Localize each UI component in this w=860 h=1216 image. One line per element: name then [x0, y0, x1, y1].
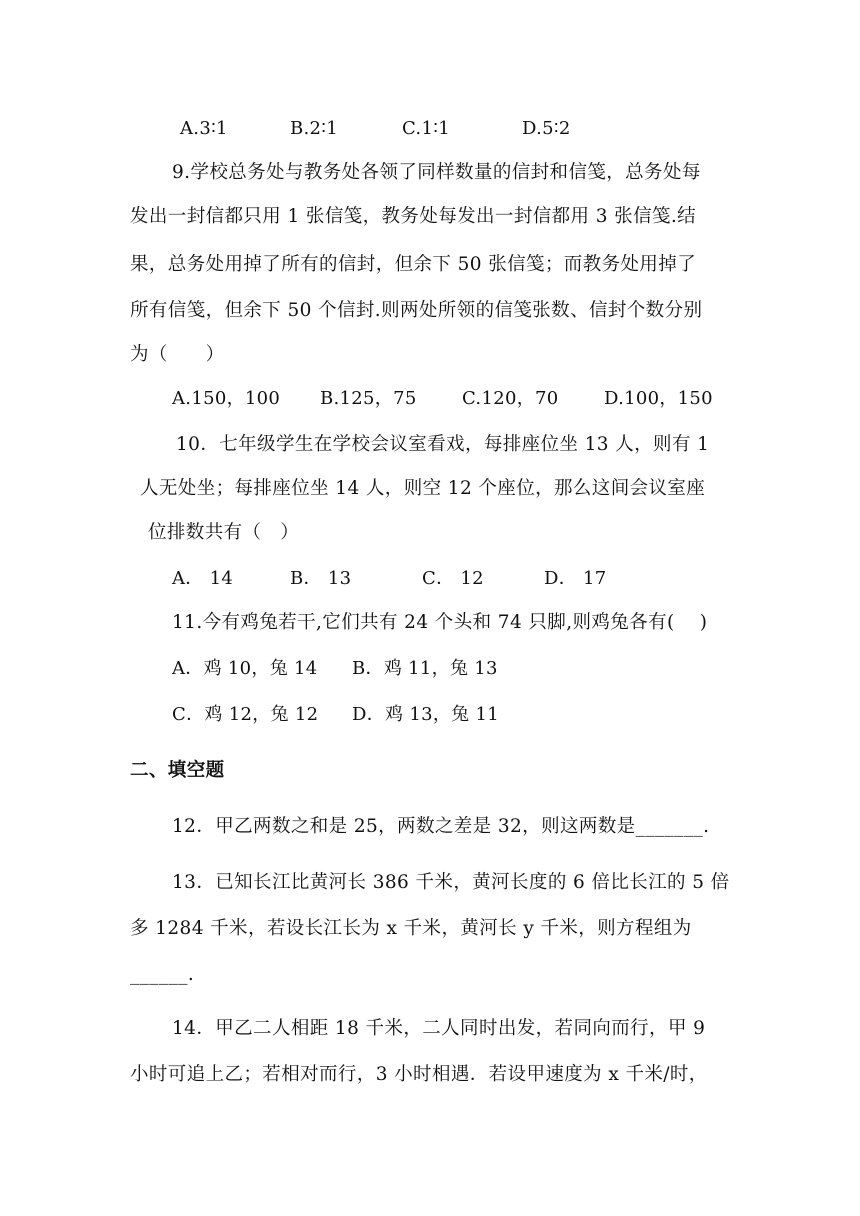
- q11-option-d: D．鸡 13，兔 11: [352, 704, 499, 725]
- q11-option-a: A．鸡 10，兔 14: [172, 658, 318, 679]
- q9-option-d: D.100，150: [604, 388, 713, 409]
- q10-option-c: C． 12: [422, 568, 484, 589]
- q8-option-c: C.1∶1: [402, 118, 450, 139]
- q10-option-b: B． 13: [290, 568, 352, 589]
- q8-option-b: B.2∶1: [290, 118, 339, 139]
- q11-option-b: B．鸡 11，兔 13: [352, 658, 498, 679]
- q14-line-1: 14．甲乙二人相距 18 千米，二人同时出发，若同向而行，甲 9: [172, 1018, 706, 1039]
- q13-line-2: 多 1284 千米，若设长江长为 x 千米，黄河长 y 千米，则方程组为: [130, 918, 692, 939]
- q11-line: 11.今有鸡兔若干,它们共有 24 个头和 74 只脚,则鸡兔各有( ): [172, 612, 708, 633]
- q14-line-2: 小时可追上乙；若相对而行，3 小时相遇．若设甲速度为 x 千米/时，: [130, 1064, 708, 1085]
- q11-option-c: C．鸡 12，兔 12: [172, 704, 319, 725]
- q9-option-b: B.125，75: [320, 388, 417, 409]
- q9-line-4: 所有信笺，但余下 50 个信封.则两处所领的信笺张数、信封个数分别: [130, 300, 703, 321]
- q9-line-2: 发出一封信都只用 1 张信笺，教务处每发出一封信都用 3 张信笺.结: [130, 206, 697, 227]
- q9-line-1: 9.学校总务处与教务处各领了同样数量的信封和信笺，总务处每: [172, 162, 701, 183]
- q10-option-a: A． 14: [172, 568, 234, 589]
- q9-line-3: 果，总务处用掉了所有的信封，但余下 50 张信笺；而教务处用掉了: [130, 254, 697, 275]
- q10-line-1: 10．七年级学生在学校会议室看戏，每排座位坐 13 人，则有 1: [176, 434, 710, 455]
- q8-option-d: D.5∶2: [522, 118, 571, 139]
- q13-line-3: ______.: [130, 964, 195, 985]
- q9-line-5: 为（ ）: [130, 344, 225, 365]
- q10-line-3: 位排数共有（ ）: [148, 522, 300, 543]
- q10-line-2: 人无处坐；每排座位坐 14 人，则空 12 个座位，那么这间会议室座: [140, 478, 706, 499]
- q13-line-1: 13．已知长江比黄河长 386 千米，黄河长度的 6 倍比长江的 5 倍: [172, 872, 730, 893]
- q12-line: 12．甲乙两数之和是 25，两数之差是 32，则这两数是_______.: [172, 816, 710, 837]
- q8-option-a: A.3∶1: [180, 118, 228, 139]
- section-2-heading: 二、填空题: [130, 760, 225, 781]
- q9-option-a: A.150，100: [172, 388, 281, 409]
- q10-option-d: D． 17: [544, 568, 607, 589]
- q9-option-c: C.120，70: [462, 388, 559, 409]
